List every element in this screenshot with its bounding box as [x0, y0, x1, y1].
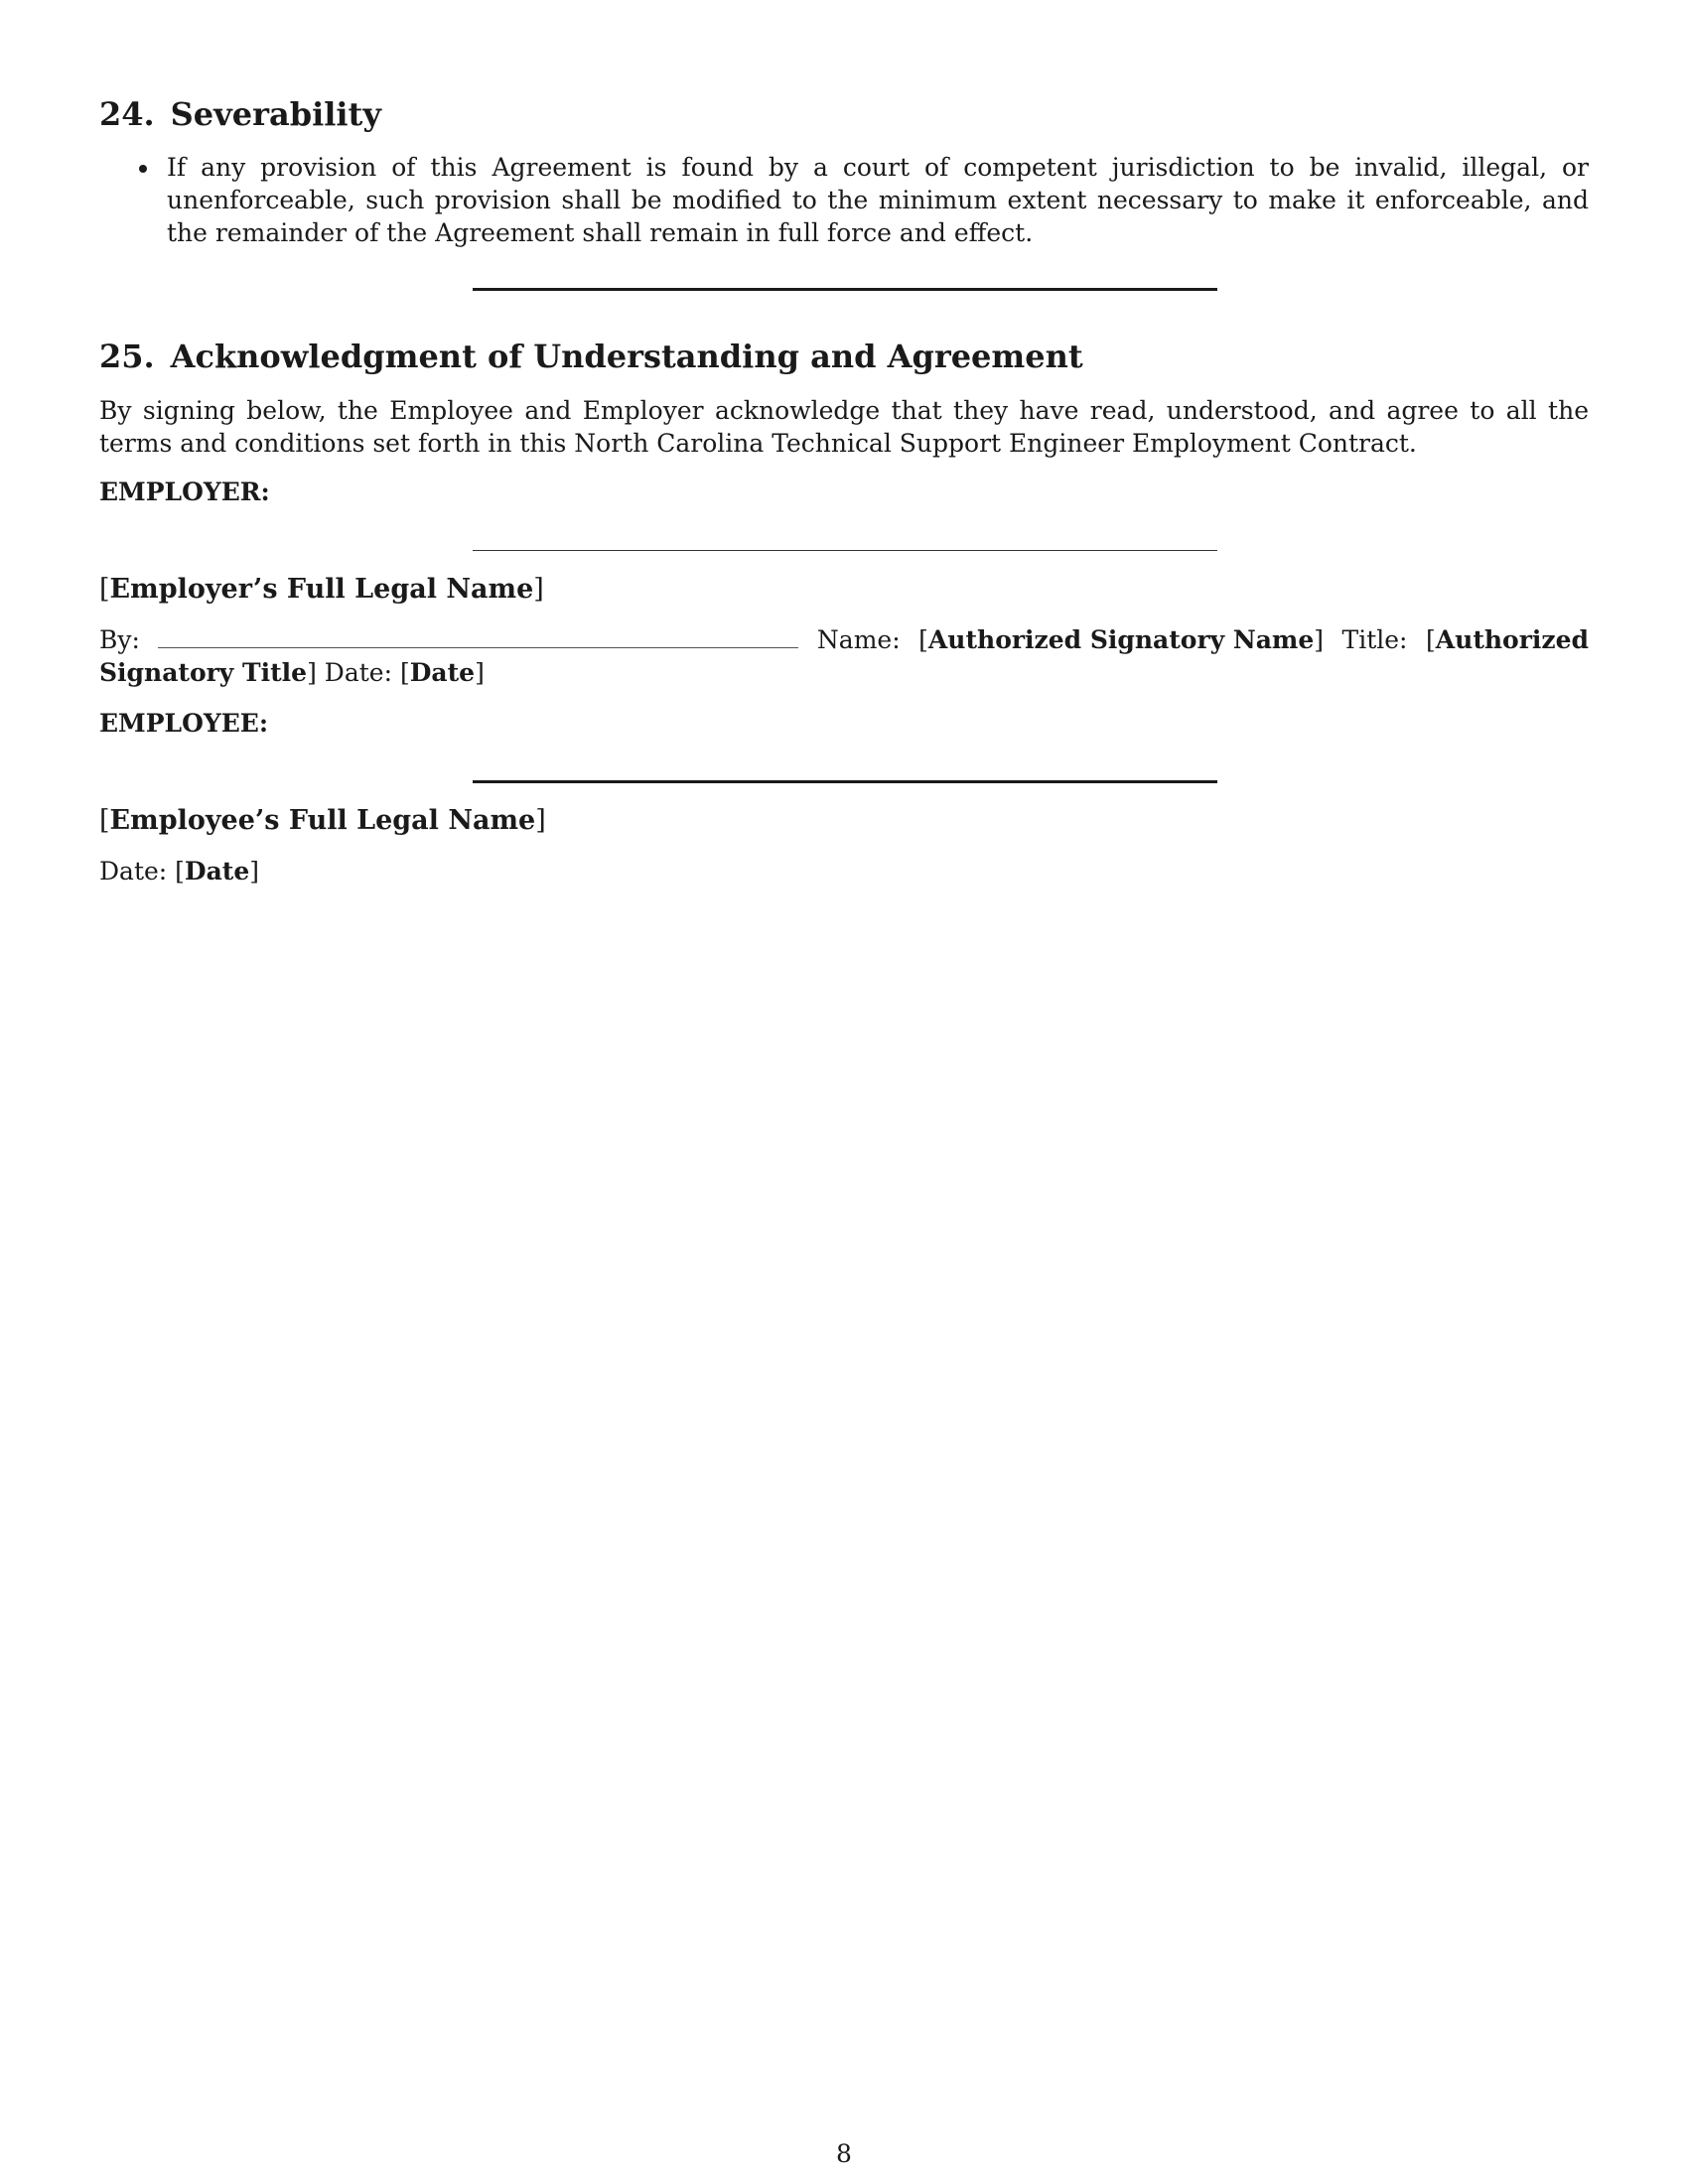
severability-list — [99, 151, 1589, 249]
section-24-title: Severability — [170, 95, 381, 133]
employee-date-label: Date: — [99, 857, 168, 886]
signatory-title-part2: Signatory Title — [99, 658, 308, 687]
employer-by-row — [99, 623, 1589, 656]
name-label: Name: — [816, 625, 901, 654]
employer-title-date-row: Signatory Title] Date: [Date] — [99, 658, 485, 687]
section-25-heading — [99, 337, 1083, 376]
employer-label: EMPLOYER: — [99, 478, 270, 506]
employee-legal-name-value: Employee’s Full Legal Name — [109, 805, 536, 836]
section-divider — [473, 288, 1217, 291]
signatory-name-value: Authorized Signatory Name — [927, 625, 1315, 654]
severability-text: If any provision of this Agreement is found by a court of competent jurisdiction to be invalid, illegal, or unenforceable, such provision shall be modified to the minimum extent necessary to make it enforceable, and the remainder of the Agreement shall remain in full force and effect. — [167, 153, 1589, 247]
section-24-number: 24. — [99, 95, 155, 133]
page-number: 8 — [836, 2139, 852, 2168]
signatory-name: [Authorized Signatory Name] — [918, 625, 1325, 654]
employee-legal-name: [Employee’s Full Legal Name] — [99, 805, 546, 836]
bullet-icon — [139, 165, 147, 173]
by-signature-field[interactable] — [158, 623, 798, 648]
section-24-heading — [99, 94, 381, 134]
document-page — [99, 0, 1589, 2184]
employer-date-label: Date: — [324, 658, 393, 687]
employee-label: EMPLOYEE: — [99, 709, 269, 738]
employer-legal-name-value: Employer’s Full Legal Name — [109, 574, 534, 605]
signatory-title-start: [Authorized — [1425, 625, 1589, 654]
list-item — [99, 151, 1589, 249]
employer-signature-line[interactable] — [473, 550, 1217, 551]
title-label: Title: — [1341, 625, 1408, 654]
employer-legal-name: [Employer’s Full Legal Name] — [99, 574, 544, 605]
employee-date: Date: [Date] — [99, 857, 260, 886]
signatory-title-part1: Authorized — [1435, 625, 1589, 654]
employer-date-value: Date — [409, 658, 476, 687]
employer-signatory-block — [99, 623, 1589, 689]
section-25-title: Acknowledgment of Understanding and Agreement — [170, 338, 1083, 375]
employee-date-value: Date — [184, 857, 250, 886]
by-label: By: — [99, 625, 140, 654]
acknowledgment-paragraph: By signing below, the Employee and Employer acknowledge that they have read, understood, and agree to all the terms and conditions set forth in this North Carolina Technical Support Engineer Employment Contract. — [99, 396, 1589, 458]
section-25-number: 25. — [99, 338, 155, 375]
employee-signature-line[interactable] — [473, 780, 1217, 783]
